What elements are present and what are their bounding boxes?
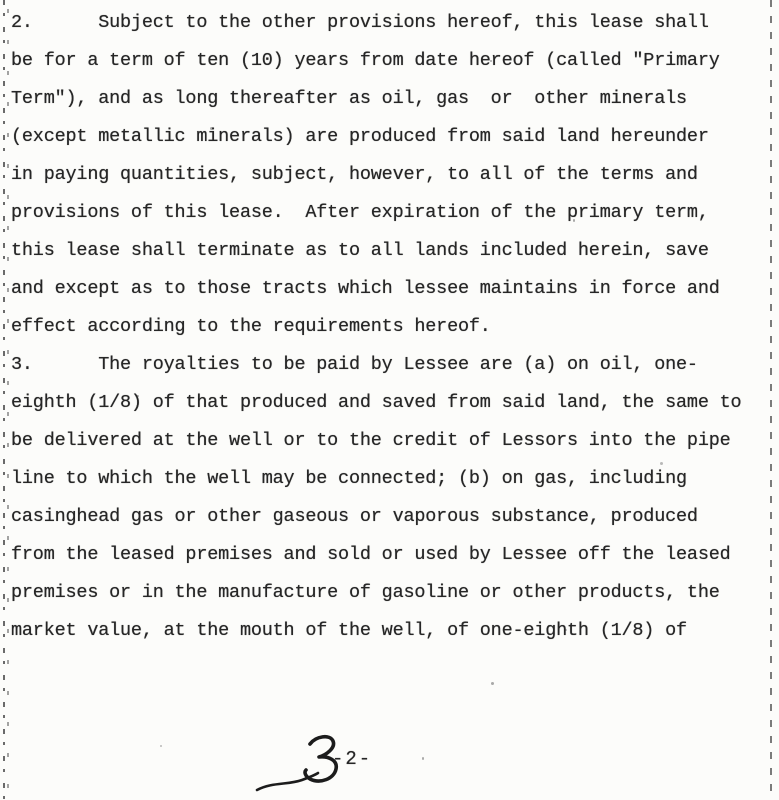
left-page-edge-artifact-2: [7, 0, 9, 800]
page-footer: [0, 728, 779, 800]
document-line: casinghead gas or other gaseous or vaporous substance, produced: [11, 506, 698, 527]
lease-body-text: [11, 4, 773, 650]
document-line: 2. Subject to the other provisions hereof, this lease shall: [11, 12, 709, 33]
document-line: (except metallic minerals) are produced from said land hereunder: [11, 126, 709, 147]
scan-speck: [491, 682, 494, 685]
document-line: and except as to those tracts which lessee maintains in force and: [11, 278, 720, 299]
left-page-edge-artifact: [3, 0, 5, 800]
document-line: eighth (1/8) of that produced and saved from said land, the same to: [11, 392, 742, 413]
document-line: from the leased premises and sold or used by Lessee off the leased: [11, 544, 731, 565]
document-line: provisions of this lease. After expiration of the primary term,: [11, 202, 709, 223]
document-line: market value, at the mouth of the well, of one-eighth (1/8) of: [11, 620, 687, 641]
document-line: in paying quantities, subject, however, to all of the terms and: [11, 164, 698, 185]
document-line: this lease shall terminate as to all lands included herein, save: [11, 240, 709, 261]
document-line: be for a term of ten (10) years from date hereof (called "Primary: [11, 50, 720, 71]
document-line: effect according to the requirements hereof.: [11, 316, 491, 337]
document-line: line to which the well may be connected; (b) on gas, including: [11, 468, 687, 489]
page-number: -2-: [332, 748, 373, 770]
document-line: premises or in the manufacture of gasoline or other products, the: [11, 582, 720, 603]
document-line: be delivered at the well or to the credit of Lessors into the pipe: [11, 430, 731, 451]
document-line: 3. The royalties to be paid by Lessee are (a) on oil, one-: [11, 354, 698, 375]
document-line: Term"), and as long thereafter as oil, gas or other minerals: [11, 88, 687, 109]
